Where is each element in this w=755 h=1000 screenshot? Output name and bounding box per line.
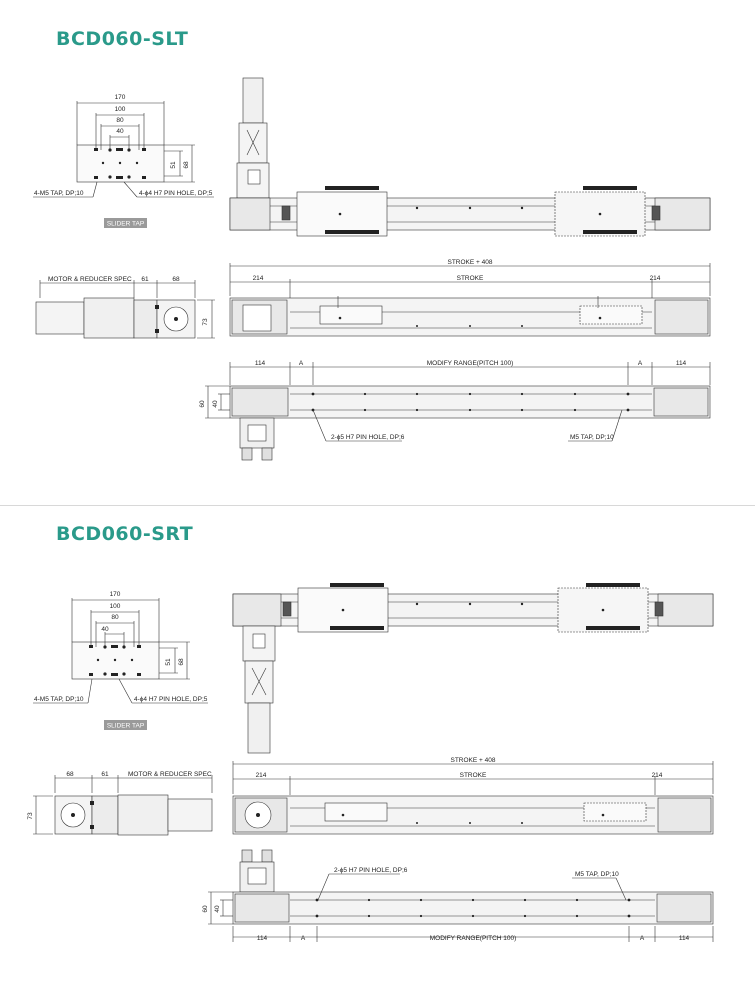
pin-hole-label: 4-ϕ4 H7 PIN HOLE, DP;5 [134,696,208,703]
dim-stroke: STROKE [456,275,484,282]
actuator-top-view-srt [233,583,713,753]
dim-214-right: 214 [649,275,661,282]
dim-170: 170 [114,94,126,101]
dim-40: 40 [116,128,124,135]
dim-60: 60 [199,400,206,408]
m5-tap-label: M5 TAP, DP;10 [575,871,619,878]
dim-214-right: 214 [651,772,663,779]
actuator-top-view-slt [230,78,710,236]
dim-68-motor: 68 [66,771,74,778]
actuator-bottom-view-srt [208,850,713,942]
pin-hole-label-bottom: 2-ϕ5 H7 PIN HOLE, DP;6 [331,434,405,441]
dim-stroke: STROKE [459,772,487,779]
dim-40: 40 [101,626,109,633]
dim-61: 61 [101,771,109,778]
modify-range: MODIFY RANGE(PITCH 100) [426,360,514,367]
dim-a-left: A [300,935,306,942]
motor-reducer-spec: MOTOR & REDUCER SPEC [48,276,132,283]
dim-214-left: 214 [252,275,264,282]
dim-100: 100 [109,603,121,610]
dim-114-right: 114 [678,935,690,942]
motor-reducer-spec: MOTOR & REDUCER SPEC [128,771,212,778]
dim-68: 68 [178,658,185,666]
dim-stroke-plus-408: STROKE + 408 [450,757,496,764]
actuator-bottom-view-slt [205,362,710,460]
dim-100: 100 [114,106,126,113]
dim-a-right: A [639,935,645,942]
dim-80: 80 [116,117,124,124]
dim-51: 51 [170,161,177,169]
section-title-srt: BCD060-SRT [56,523,194,545]
dim-170: 170 [109,591,121,598]
dim-68-motor: 68 [172,276,180,283]
dim-73: 73 [202,318,209,326]
pin-hole-label-bottom: 2-ϕ5 H7 PIN HOLE, DP;6 [334,867,408,874]
dim-80: 80 [111,614,119,621]
dim-68: 68 [183,161,190,169]
dim-a-left: A [298,360,304,367]
dim-40-bottom: 40 [214,905,221,913]
section-title-slt: BCD060-SLT [56,28,189,50]
dim-stroke-plus-408: STROKE + 408 [447,259,493,266]
dim-114-left: 114 [256,935,268,942]
m5-tap-label: M5 TAP, DP;10 [570,434,614,441]
dim-114-left: 114 [254,360,266,367]
actuator-side-view-slt [230,263,710,336]
modify-range: MODIFY RANGE(PITCH 100) [429,935,517,942]
dim-114-right: 114 [675,360,687,367]
slider-tap-badge: SLIDER TAP [106,220,145,228]
tap-label: 4-M5 TAP, DP;10 [34,190,84,197]
dim-a-right: A [637,360,643,367]
dim-61: 61 [141,276,149,283]
dim-73: 73 [27,812,34,820]
slider-tap-badge: SLIDER TAP [106,722,145,730]
dim-214-left: 214 [255,772,267,779]
motor-end-view-slt [36,280,215,338]
pin-hole-label: 4-ϕ4 H7 PIN HOLE, DP;5 [139,190,213,197]
dim-51: 51 [165,658,172,666]
motor-end-view-srt [33,775,212,835]
tap-label: 4-M5 TAP, DP;10 [34,696,84,703]
dim-40-bottom: 40 [212,400,219,408]
dim-60: 60 [202,905,209,913]
